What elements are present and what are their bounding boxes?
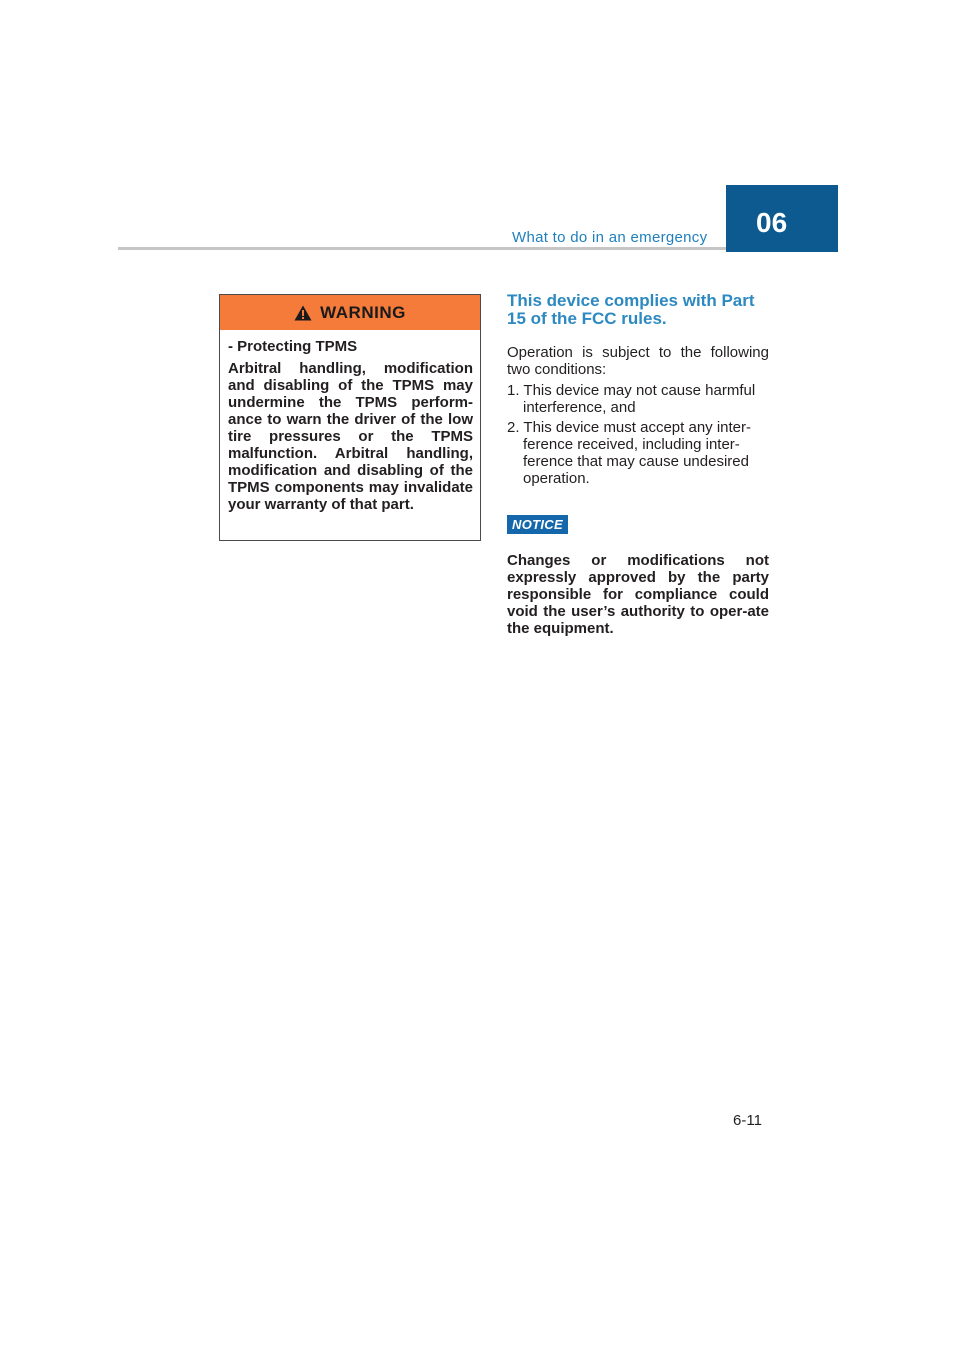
- warning-header: [220, 295, 480, 330]
- warning-text: Arbitral handling, modification and disabling of the TPMS may undermine the TPMS perform-ance to warn the driver of the low tire pressures or the TPMS malfunction. Arbitral handling, modification and disabling of the TPMS components may invalidate your warranty of that part.: [228, 360, 473, 513]
- fcc-intro: Operation is subject to the following two conditions:: [507, 344, 769, 378]
- notice-text: Changes or modifications not expressly approved by the party responsible for compliance could void the user’s authority to oper-ate the equipment.: [507, 552, 769, 637]
- page-number: 6-11: [733, 1112, 762, 1129]
- warning-title: WARNING: [320, 302, 406, 322]
- warning-triangle-icon: [294, 305, 312, 321]
- fcc-section: [507, 292, 769, 637]
- fcc-heading: This device complies with Part 15 of the FCC rules.: [507, 291, 755, 328]
- warning-box: [219, 294, 481, 541]
- notice-badge: NOTICE: [507, 515, 568, 534]
- warning-lead: - Protecting TPMS: [228, 338, 358, 355]
- chapter-number: 06: [756, 207, 788, 238]
- conditions-list: [507, 382, 769, 487]
- condition-item: 1. This device may not cause harmful interference, and: [507, 382, 756, 416]
- chapter-tab: [726, 185, 838, 252]
- section-title: What to do in an emergency: [512, 229, 708, 246]
- warning-body: [220, 330, 480, 513]
- condition-item: 2. This device must accept any inter-ference received, including inter-ference that may cause undesired operation.: [507, 419, 751, 487]
- header-rule: [118, 247, 726, 250]
